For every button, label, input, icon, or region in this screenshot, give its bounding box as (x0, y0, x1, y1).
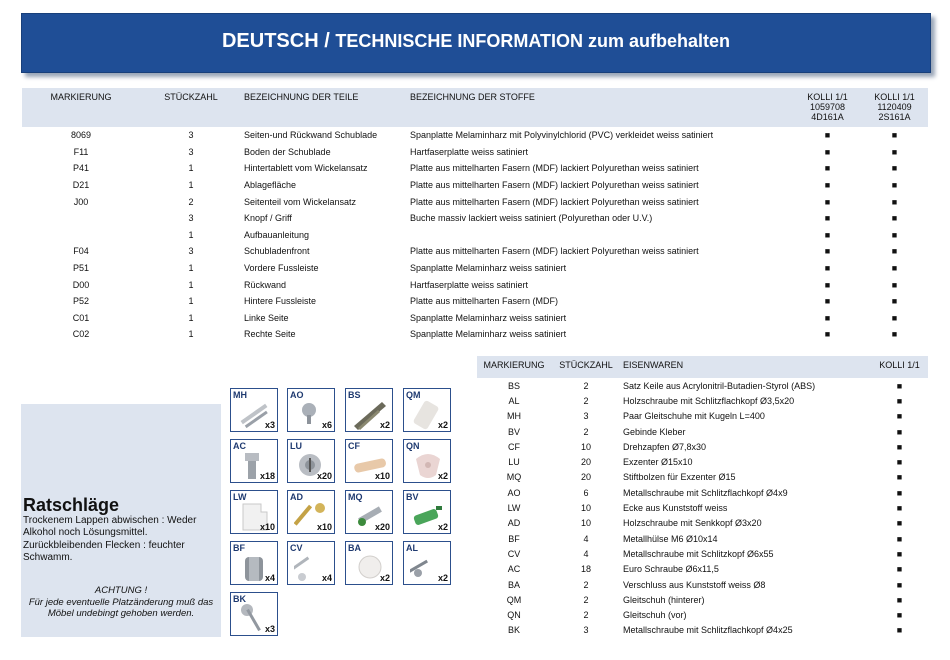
kolli1-line: KOLLI 1/1 (807, 92, 848, 102)
kolli-mark-1: ■ (824, 146, 831, 157)
cell-markierung: CF (508, 441, 520, 452)
hardware-tile-bf (230, 541, 278, 585)
cell-stoffe: Platte aus mittelharten Fasern (MDF) lackiert Polyurethan weiss satiniert (410, 196, 699, 207)
cell-stueckzahl: 20 (580, 457, 591, 468)
kolli-mark-1: ■ (824, 279, 831, 290)
kolli-mark-1: ■ (824, 329, 831, 340)
table-row (22, 310, 928, 327)
kolli-mark: ■ (896, 594, 903, 605)
kolli-mark: ■ (896, 564, 903, 575)
cell-teile: Schubladenfront (244, 246, 310, 257)
tile-code: AC (233, 441, 246, 451)
cell-stueckzahl: 4 (583, 533, 589, 544)
cell-markierung (22, 227, 140, 244)
tile-qty: x2 (379, 573, 390, 583)
tile-qty: x4 (321, 573, 332, 583)
kolli-mark: ■ (896, 395, 903, 406)
tile-code: MH (233, 390, 247, 400)
cell-eisenwaren: Paar Gleitschuhe mit Kugeln L=400 (623, 411, 765, 422)
parts-table (22, 88, 928, 343)
cell-stueckzahl: 3 (583, 625, 589, 636)
kolli-mark: ■ (896, 457, 903, 468)
kolli-mark-2: ■ (891, 296, 898, 307)
kolli-mark: ■ (896, 579, 903, 590)
tile-qty: x2 (437, 420, 448, 430)
cell-eisenwaren: Metallschraube mit Schlitzflachkopf Ø4x25 (623, 625, 793, 636)
kolli1-line: 4D161A (811, 112, 844, 122)
hardware-tile-qm (403, 388, 451, 432)
tile-code: CF (348, 441, 360, 451)
hardware-tile-cf (345, 439, 393, 483)
kolli-mark-1: ■ (824, 180, 831, 191)
tile-code: QM (406, 390, 421, 400)
tile-code: AD (290, 492, 303, 502)
kolli-mark-2: ■ (891, 229, 898, 240)
tile-qty: x3 (264, 420, 275, 430)
cell-eisenwaren: Exzenter Ø15x10 (623, 457, 693, 468)
tile-qty: x6 (321, 420, 332, 430)
kolli-mark-2: ■ (891, 196, 898, 207)
cell-markierung: AO (507, 487, 521, 498)
cell-eisenwaren: Euro Schraube Ø6x11,5 (623, 564, 719, 575)
tile-code: LU (290, 441, 302, 451)
kolli-mark-2: ■ (891, 146, 898, 157)
table-row (477, 577, 928, 592)
tile-qty: x10 (374, 471, 390, 481)
kolli-mark-2: ■ (891, 163, 898, 174)
table-row (477, 378, 928, 393)
table-row (22, 243, 928, 260)
tile-code: QN (406, 441, 420, 451)
page-title (22, 30, 930, 53)
tile-qty: x18 (259, 471, 275, 481)
col-markierung: MARKIERUNG (50, 92, 112, 102)
tips-panel (21, 404, 221, 637)
cell-eisenwaren: Gebinde Kleber (623, 426, 686, 437)
kolli-mark-1: ■ (824, 196, 831, 207)
hardware-tile-mq (345, 490, 393, 534)
table-row (22, 160, 928, 177)
cell-markierung: QM (506, 594, 522, 605)
kolli2-line: 2S161A (878, 112, 911, 122)
title-main: DEUTSCH / (221, 30, 336, 52)
cell-markierung: J00 (73, 196, 89, 207)
kolli-mark-1: ■ (824, 263, 831, 274)
tile-qty: x3 (264, 624, 275, 634)
tile-qty: x10 (316, 522, 332, 532)
cell-markierung: P51 (72, 263, 89, 274)
cell-teile: Linke Seite (244, 312, 289, 323)
cell-stueckzahl: 1 (188, 163, 194, 174)
table-row (22, 293, 928, 310)
col-kolli-2 (861, 88, 928, 127)
cell-stueckzahl: 1 (188, 329, 194, 340)
cell-stueckzahl: 18 (580, 564, 591, 575)
kolli-mark-2: ■ (891, 130, 898, 141)
tile-qty: x2 (379, 420, 390, 430)
table-row (477, 562, 928, 577)
cell-stueckzahl: 1 (188, 312, 194, 323)
cell-markierung: P52 (72, 296, 89, 307)
cell-eisenwaren: Metallschraube mit Schlitzkopf Ø6x55 (623, 548, 774, 559)
hardware-tile-al (403, 541, 451, 585)
hw-col-stueckzahl: STÜCKZAHL (559, 360, 613, 370)
col-stueckzahl: STÜCKZAHL (164, 92, 218, 102)
table-row (477, 439, 928, 454)
table-row (22, 144, 928, 161)
kolli-mark-2: ■ (891, 246, 898, 257)
kolli-mark: ■ (896, 487, 903, 498)
kolli-mark-1: ■ (824, 296, 831, 307)
kolli-mark-2: ■ (891, 279, 898, 290)
cell-stueckzahl: 1 (188, 180, 194, 191)
kolli2-line: 1120409 (877, 102, 912, 112)
cell-stoffe: Platte aus mittelharten Fasern (MDF) lackiert Polyurethan weiss satiniert (410, 163, 699, 174)
cell-eisenwaren: Gleitschuh (vor) (623, 610, 687, 621)
hw-col-eisenwaren: EISENWAREN (623, 360, 684, 370)
hardware-tile-qn (403, 439, 451, 483)
table-row (22, 193, 928, 210)
cell-stueckzahl: 1 (188, 229, 194, 240)
kolli-mark: ■ (896, 610, 903, 621)
cell-markierung: LW (507, 503, 521, 514)
tile-code: BK (233, 594, 246, 604)
cell-stueckzahl: 3 (188, 246, 194, 257)
hardware-tile-bs (345, 388, 393, 432)
cell-stueckzahl: 4 (583, 548, 589, 559)
cell-eisenwaren: Verschluss aus Kunststoff weiss Ø8 (623, 579, 766, 590)
table-row (477, 500, 928, 515)
cell-markierung (22, 210, 140, 227)
table-row (477, 424, 928, 439)
kolli-mark-1: ■ (824, 163, 831, 174)
cell-stueckzahl: 3 (583, 411, 589, 422)
kolli-mark-1: ■ (824, 213, 831, 224)
kolli-mark-1: ■ (824, 246, 831, 257)
table-row (477, 454, 928, 469)
cell-eisenwaren: Drehzapfen Ø7,8x30 (623, 441, 707, 452)
kolli-mark: ■ (896, 441, 903, 452)
title-rest: TECHNISCHE INFORMATION zum aufbehalten (335, 31, 731, 51)
cell-stueckzahl: 1 (188, 279, 194, 290)
table-row (22, 210, 928, 227)
kolli-mark: ■ (896, 533, 903, 544)
kolli-mark: ■ (896, 518, 903, 529)
warning-body: Für jede eventuelle Platzänderung muß das Möbel undebingt gehoben werden. (28, 596, 214, 619)
cell-stoffe: Hartfaserplatte weiss satiniert (410, 279, 529, 290)
table-row (477, 531, 928, 546)
hardware-tile-ad (287, 490, 335, 534)
cell-teile: Knopf / Griff (244, 213, 292, 224)
cell-stoffe: Spanplatte Melaminharz mit Polyvinylchlorid (PVC) verkleidet weiss satiniert (410, 130, 714, 141)
hardware-table (477, 356, 928, 638)
cell-stoffe: Platte aus mittelharten Fasern (MDF) lackiert Polyurethan weiss satiniert (410, 180, 699, 191)
col-kolli-1 (794, 88, 861, 127)
cell-eisenwaren: Metallschraube mit Schlitzflachkopf Ø4x9 (623, 487, 788, 498)
tips-warning (21, 585, 221, 620)
tile-code: AL (406, 543, 418, 553)
hardware-tile-ao (287, 388, 335, 432)
cell-markierung: 8069 (70, 130, 92, 141)
kolli-mark-2: ■ (891, 263, 898, 274)
cell-markierung: C01 (72, 312, 90, 323)
cell-teile: Ablagefläche (244, 180, 297, 191)
kolli-mark: ■ (896, 548, 903, 559)
col-stoffe: BEZEICHNUNG DER STOFFE (410, 92, 535, 102)
cell-stoffe: Platte aus mittelharten Fasern (MDF) (410, 296, 559, 307)
hw-col-kolli: KOLLI 1/1 (879, 360, 920, 370)
kolli-mark: ■ (896, 411, 903, 422)
table-row (477, 592, 928, 607)
cell-markierung: C02 (72, 329, 90, 340)
cell-markierung: BK (507, 625, 520, 636)
cell-markierung: AD (507, 518, 521, 529)
hardware-tile-lu (287, 439, 335, 483)
tile-qty: x2 (437, 471, 448, 481)
cell-stueckzahl: 2 (583, 426, 589, 437)
cell-teile: Aufbauanleitung (244, 229, 310, 240)
kolli-mark-2: ■ (891, 213, 898, 224)
table-row (477, 393, 928, 408)
cell-markierung: D21 (72, 180, 90, 191)
cell-teile: Boden der Schublade (244, 146, 331, 157)
tile-code: CV (290, 543, 303, 553)
tile-qty: x20 (374, 522, 390, 532)
table-row (22, 326, 928, 343)
hardware-tile-ba (345, 541, 393, 585)
col-teile: BEZEICHNUNG DER TEILE (244, 92, 359, 102)
cell-markierung: LU (508, 457, 520, 468)
cell-stueckzahl: 2 (583, 610, 589, 621)
kolli-mark-2: ■ (891, 329, 898, 340)
table-row (22, 177, 928, 194)
title-banner (21, 13, 931, 73)
kolli-mark: ■ (896, 380, 903, 391)
cell-markierung: D00 (72, 279, 90, 290)
table-row (477, 623, 928, 638)
hardware-tile-lw (230, 490, 278, 534)
cell-markierung: MQ (506, 472, 522, 483)
kolli-mark-1: ■ (824, 130, 831, 141)
cell-markierung: BF (508, 533, 520, 544)
cell-markierung: QN (507, 610, 521, 621)
cell-markierung: BV (507, 426, 520, 437)
table-row (22, 260, 928, 277)
cell-teile: Seitenteil vom Wickelansatz (244, 196, 357, 207)
cell-stueckzahl: 10 (580, 441, 591, 452)
table-row (477, 516, 928, 531)
tile-code: BF (233, 543, 245, 553)
cell-stueckzahl: 1 (188, 263, 194, 274)
cell-markierung: AL (508, 395, 520, 406)
table-row (477, 470, 928, 485)
cell-eisenwaren: Gleitschuh (hinterer) (623, 594, 705, 605)
cell-markierung: F04 (73, 246, 89, 257)
tile-code: BA (348, 543, 361, 553)
cell-stoffe: Spanplatte Melaminharz weiss satiniert (410, 263, 567, 274)
cell-teile: Rechte Seite (244, 329, 296, 340)
warning-title: ACHTUNG ! (94, 585, 148, 596)
cell-stoffe (408, 227, 794, 244)
table-row (477, 409, 928, 424)
cell-stoffe: Platte aus mittelharten Fasern (MDF) lackiert Polyurethan weiss satiniert (410, 246, 699, 257)
cell-stueckzahl: 2 (188, 196, 194, 207)
cell-stoffe: Spanplatte Melaminharz weiss satiniert (410, 312, 567, 323)
cell-eisenwaren: Holzschraube mit Schlitzflachkopf Ø3,5x20 (623, 395, 795, 406)
hardware-tile-cv (287, 541, 335, 585)
tile-qty: x2 (437, 573, 448, 583)
tile-code: BV (406, 492, 419, 502)
cell-stueckzahl: 20 (580, 472, 591, 483)
kolli-mark-1: ■ (824, 312, 831, 323)
cell-markierung: BA (507, 579, 520, 590)
kolli-mark-2: ■ (891, 180, 898, 191)
cell-stueckzahl: 1 (188, 296, 194, 307)
cell-stoffe: Hartfaserplatte weiss satiniert (410, 146, 529, 157)
kolli-mark-2: ■ (891, 312, 898, 323)
cell-teile: Vordere Fussleiste (244, 263, 319, 274)
tips-body: Trockenem Lappen abwischen : Weder Alkohol noch Lösungsmittel. Zurückbleibenden Flecken : feuchter Schwamm. (23, 515, 197, 563)
table-row (477, 485, 928, 500)
cell-markierung: P41 (72, 163, 89, 174)
cell-stueckzahl: 2 (583, 380, 589, 391)
hardware-tile-bk (230, 592, 278, 636)
cell-markierung: F11 (73, 146, 89, 157)
hw-col-markierung: MARKIERUNG (483, 360, 545, 370)
kolli-mark: ■ (896, 472, 903, 483)
cell-stueckzahl: 2 (583, 594, 589, 605)
cell-teile: Hintertablett vom Wickelansatz (244, 163, 368, 174)
hardware-tile-bv (403, 490, 451, 534)
cell-stueckzahl: 2 (583, 395, 589, 406)
cell-eisenwaren: Holzschraube mit Senkkopf Ø3x20 (623, 518, 762, 529)
cell-teile: Hintere Fussleiste (244, 296, 317, 307)
kolli-mark: ■ (896, 426, 903, 437)
cell-stueckzahl: 10 (580, 518, 591, 529)
table-row (22, 276, 928, 293)
cell-eisenwaren: Metallhülse M6 Ø10x14 (623, 533, 718, 544)
cell-stueckzahl: 6 (583, 487, 589, 498)
tile-qty: x4 (264, 573, 275, 583)
cell-eisenwaren: Satz Keile aus Acrylonitril-Butadien-Styrol (ABS) (623, 380, 816, 391)
tile-code: AO (290, 390, 304, 400)
cell-markierung: BS (507, 380, 520, 391)
cell-eisenwaren: Ecke aus Kunststoff weiss (623, 503, 728, 514)
cell-markierung: CV (507, 548, 521, 559)
cell-stoffe: Buche massiv lackiert weiss satiniert (Polyurethan oder U.V.) (410, 213, 653, 224)
table-row (22, 227, 928, 244)
table-row (477, 607, 928, 622)
cell-teile: Rückwand (244, 279, 287, 290)
hardware-table-header (477, 356, 928, 378)
cell-markierung: AC (507, 564, 521, 575)
cell-markierung: MH (507, 411, 521, 422)
tile-code: MQ (348, 492, 363, 502)
tile-qty: x20 (316, 471, 332, 481)
tips-title: Ratschläge (23, 495, 120, 515)
parts-table-header (22, 88, 928, 127)
table-row (477, 546, 928, 561)
cell-stueckzahl: 10 (580, 503, 591, 514)
tile-code: LW (233, 492, 247, 502)
cell-stueckzahl: 3 (188, 213, 194, 224)
kolli-mark: ■ (896, 625, 903, 636)
cell-eisenwaren: Stiftbolzen für Exzenter Ø15 (623, 472, 736, 483)
hardware-tile-mh (230, 388, 278, 432)
table-row (22, 127, 928, 144)
tile-code: BS (348, 390, 361, 400)
kolli-mark-1: ■ (824, 229, 831, 240)
cell-stueckzahl: 2 (583, 579, 589, 590)
kolli2-line: KOLLI 1/1 (874, 92, 915, 102)
kolli1-line: 1059708 (809, 102, 846, 112)
hardware-tile-ac (230, 439, 278, 483)
tile-qty: x10 (259, 522, 275, 532)
tile-qty: x2 (437, 522, 448, 532)
cell-stoffe: Spanplatte Melaminharz weiss satiniert (410, 329, 567, 340)
kolli-mark: ■ (896, 503, 903, 514)
cell-teile: Seiten-und Rückwand Schublade (244, 130, 378, 141)
cell-stueckzahl: 3 (188, 130, 194, 141)
cell-stueckzahl: 3 (188, 146, 194, 157)
